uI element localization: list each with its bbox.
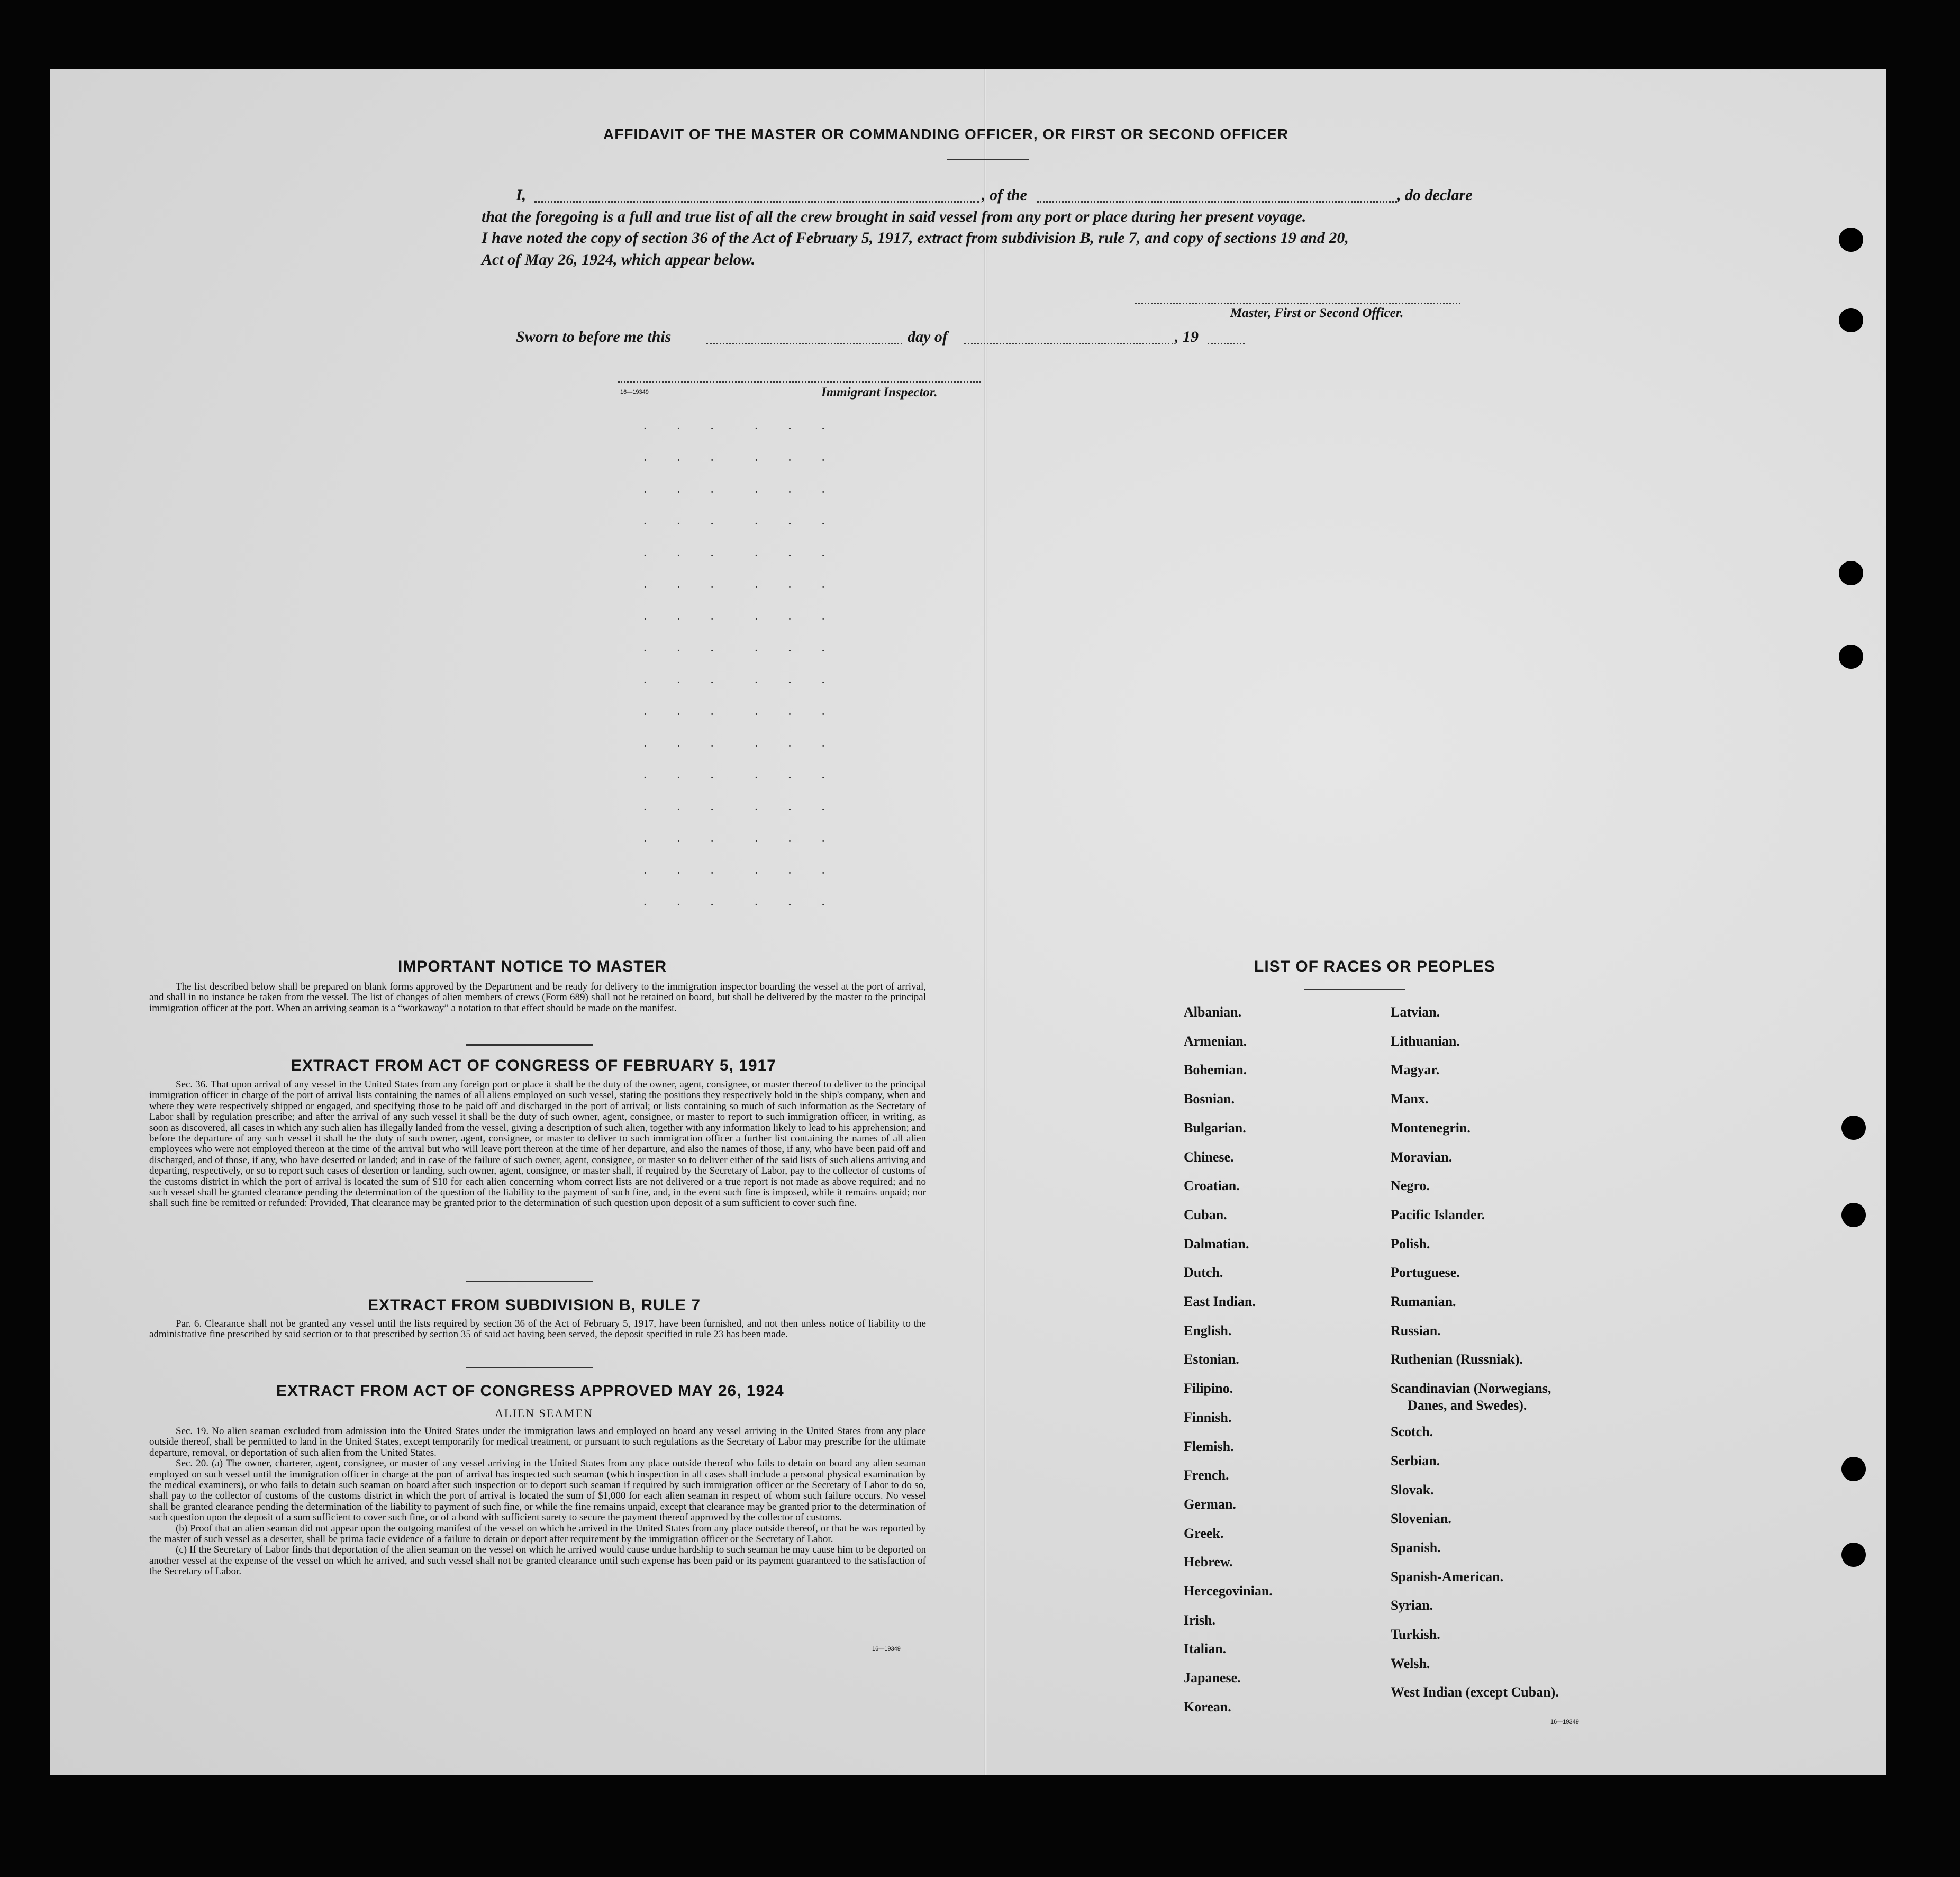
race-item: Polish. [1391,1236,1430,1252]
race-item: East Indian. [1184,1294,1256,1309]
rule7-title: EXTRACT FROM SUBDIVISION B, RULE 7 [368,1296,701,1314]
race-item: Greek. [1184,1525,1224,1541]
race-item: Japanese. [1184,1670,1241,1686]
race-item: Chinese. [1184,1149,1234,1165]
act-1917-text [149,1080,926,1209]
signature-label: Master, First or Second Officer. [1230,306,1404,320]
dot-column-right: · · · · · · · · · · · · · · · · · · · · · · · · · · · · · · · · · · · · · · · · · · · · · · · · [754,421,838,912]
page-fold [984,69,987,1775]
act-1924-text [149,1426,926,1577]
race-item: Russian. [1391,1322,1441,1338]
signature-field[interactable] [1135,303,1460,304]
race-item: Dutch. [1184,1265,1223,1281]
race-item: Rumanian. [1391,1294,1456,1309]
race-item: West Indian (except Cuban). [1391,1684,1559,1700]
race-item: Slovenian. [1391,1511,1451,1527]
race-item: Danes, and Swedes). [1408,1398,1527,1413]
act-1924-form-number: 16—19349 [872,1646,901,1652]
race-item: English. [1184,1322,1232,1338]
affidavit-line2: that the foregoing is a full and true list of all the crew brought in said vessel from any port or place during her present voyage. [482,208,1306,225]
notice-text [149,982,926,1014]
affidavit-i-label: I, [516,186,527,204]
race-item: Turkish. [1391,1627,1440,1642]
affidavit-form-number: 16—19349 [620,389,649,395]
race-item: Latvian. [1391,1004,1440,1020]
race-item: Spanish. [1391,1539,1441,1555]
sec20b-paragraph: (b) Proof that an alien seaman did not appear upon the outgoing manifest of the vessel on which he arrived in the United States from any place outside thereof, or that he was reported by the master of such vessel as a deserter, shall be prima facie evidence of a failure to detain or deport after requirement by the immigration officer or the Secretary of Labor. [149,1522,926,1545]
race-item: Bohemian. [1184,1062,1247,1078]
notice-title: IMPORTANT NOTICE TO MASTER [398,958,667,975]
act-1917-title: EXTRACT FROM ACT OF CONGRESS OF FEBRUARY 5, 1917 [291,1057,776,1074]
race-item: Albanian. [1184,1004,1242,1020]
act-1924-subtitle: ALIEN SEAMEN [495,1407,593,1420]
act-1917-paragraph: Sec. 36. That upon arrival of any vessel in the United States from any foreign port or place it shall be the duty of the owner, agent, consignee, or master thereof to deliver to the principal immigration officer in charge of the port of arrival lists containing the names of all aliens employed on such vessel, stating the positions they respectively hold in the ship's company, when and where they were respectively shipped or engaged, and specifying those to be paid off and discharged in the port of arrival; or lists containing so much of such information as the Secretary of Labor shall by regulation prescribe; and after the arrival of any such vessel it shall be the duty of such owner, agent, consignee, or master to report to such immigration officer, in writing, as soon as discovered, all cases in which any such alien has illegally landed from the vessel, giving a description of such alien, together with any information likely to lead to his apprehension; and before the departure of any such vessel it shall be the duty of such owner, agent, consignee, or master to deliver to such immigration officer a further list containing the names of all alien employees who were not employed thereon at the time of the arrival but who will leave port thereon at the time of her departure, and also the names of those, if any, who have been paid off and discharged, and of those, if any, who have deserted or landed; and in case of the failure of such owner, agent, consignee, or master so to deliver either of the said lists of such aliens arriving and departing, respectively, or so to report such cases of desertion or landing, such owner, agent, consignee, or master shall, if required by the Secretary of Labor, pay to the collector of customs of the customs district in which the port of arrival is located the sum of $10 for each alien concerning whom correct lists are not delivered or a true report is not made as above required; and no such vessel shall be granted clearance pending the determination of the question of the liability to the payment of such fine, and, in the event such fine is imposed, while it remains unpaid; nor shall such fine be remitted or refunded: Provided, That clearance may be granted prior to the determination of such question upon deposit of a sum sufficient to cover such fine. [149,1079,926,1209]
of-the-label: , of the [982,186,1027,204]
sec19-paragraph: Sec. 19. No alien seaman excluded from admission into the United States under the immigration laws and employed on board any vessel arriving in the United States from any place outside thereof, shall be permitted to land in the United States, except temporarily for medical treatment, or pursuant to such regulations as the Secretary of Labor may prescribe for the ultimate departure, removal, or deportation of such alien from the United States. [149,1426,926,1458]
binder-hole [1839,308,1863,332]
notice-paragraph: The list described below shall be prepared on blank forms approved by the Department and be ready for delivery to the immigration inspector boarding the vessel at the port of arrival, and shall in no instance be taken from the vessel. The list of changes of alien members of crews (Form 689) shall not be retained on board, but shall be delivered by the master to the principal immigration officer at the port. When an arriving seaman is a “workaway” a notation to that effect should be made on the manifest. [149,981,926,1014]
race-item: Flemish. [1184,1438,1234,1454]
binder-hole [1839,228,1863,252]
race-item: Montenegrin. [1391,1120,1471,1136]
dot-column-left: · · · · · · · · · · · · · · · · · · · · · · · · · · · · · · · · · · · · · · · · · · · · · · · · [643,421,727,912]
race-item: Italian. [1184,1641,1227,1657]
binder-hole [1839,561,1863,585]
section-rule [466,1281,593,1282]
affidavit-title: AFFIDAVIT OF THE MASTER OR COMMANDING OFFICER, OR FIRST OR SECOND OFFICER [603,126,1289,142]
race-item: Bosnian. [1184,1091,1235,1107]
race-item: Cuban. [1184,1207,1227,1222]
rule7-paragraph: Par. 6. Clearance shall not be granted any vessel until the lists required by section 36 of the Act of February 5, 1917, have been furnished, and not then unless notice of liability to the administrative fine prescribed by said section or to that prescribed by section 35 of said act having been served, the deposit specified in rule 23 has been made. [149,1318,926,1340]
sworn-day-field[interactable] [706,343,902,344]
race-item: Slovak. [1391,1482,1434,1498]
binder-hole [1841,1543,1866,1567]
races-title-rule [1304,989,1405,990]
section-rule [466,1367,593,1368]
year-label: , 19 [1175,328,1199,346]
race-item: Bulgarian. [1184,1120,1246,1136]
race-item: Dalmatian. [1184,1236,1249,1252]
inspector-label: Immigrant Inspector. [821,385,938,400]
race-item: Serbian. [1391,1453,1440,1468]
sec20a-paragraph: Sec. 20. (a) The owner, charterer, agent, consignee, or master of any vessel arriving in the United States from any place outside thereof who fails to detain on board any alien seaman employed on such vessel until the immigration officer in charge at the port of arrival has inspected such seaman (which inspection in all cases shall include a personal physical examination by the medical examiners), or who fails to detain such seaman on board after such inspection or to deport such seaman if required by such immigration officer or the Secretary of Labor to do so, shall pay to the collector of customs of the customs district in which the port of arrival is located the sum of $1,000 for each alien seaman in respect of whom such failure occurs. No vessel shall be granted clearance pending the determination of the liability to payment of such fine, or while the fine remains unpaid, except that clearance may be granted prior to the determination of such question upon the deposit of a sum sufficient to cover such fine, or of a bond with sufficient surety to secure the payment thereof approved by the collector of customs. [149,1458,926,1524]
sworn-month-field[interactable] [964,343,1173,344]
affidavit-line3: I have noted the copy of section 36 of the Act of February 5, 1917, extract from subdivision B, rule 7, and copy of sections 19 and 20, [482,229,1349,247]
race-item: Welsh. [1391,1655,1430,1671]
races-form-number: 16—19349 [1550,1719,1579,1725]
binder-hole [1841,1457,1866,1481]
race-item: Manx. [1391,1091,1429,1107]
binder-hole [1839,645,1863,669]
races-title: LIST OF RACES OR PEOPLES [1254,958,1495,975]
race-item: Scandinavian (Norwegians, [1391,1381,1551,1397]
race-item: Hercegovinian. [1184,1583,1273,1599]
sworn-year-field[interactable] [1208,343,1245,344]
race-item: Syrian. [1391,1598,1433,1613]
day-of-label: day of [908,328,948,346]
race-item: Spanish-American. [1391,1568,1504,1584]
race-item: Portuguese. [1391,1265,1460,1281]
race-item: Scotch. [1391,1424,1433,1440]
title-rule [947,159,1029,160]
rule7-text [149,1319,926,1340]
race-item: Magyar. [1391,1062,1440,1078]
name-field[interactable] [534,201,979,203]
affidavit-line4: Act of May 26, 1924, which appear below. [482,251,756,268]
race-item: Negro. [1391,1178,1430,1194]
race-item: French. [1184,1467,1229,1483]
race-item: German. [1184,1496,1236,1512]
do-declare-label: , do declare [1397,186,1473,204]
race-item: Estonian. [1184,1352,1239,1367]
race-item: Korean. [1184,1699,1231,1715]
race-item: Croatian. [1184,1178,1240,1194]
sworn-label: Sworn to before me this [516,328,672,346]
race-item: Filipino. [1184,1381,1233,1397]
race-item: Ruthenian (Russniak). [1391,1352,1523,1367]
act-1924-title: EXTRACT FROM ACT OF CONGRESS APPROVED MAY 26, 1924 [276,1382,784,1400]
binder-hole [1841,1203,1866,1227]
race-item: Pacific Islander. [1391,1207,1485,1222]
vessel-field[interactable] [1037,201,1397,203]
race-item: Lithuanian. [1391,1033,1460,1049]
race-item: Armenian. [1184,1033,1247,1049]
sec20c-paragraph: (c) If the Secretary of Labor finds that deportation of the alien seaman on the vessel on which he arrived would cause undue hardship to such seaman he may cause him to be deported on another vessel at the expense of the vessel on which he arrived, and such vessel shall not be granted clearance until such expense has been paid or its payment guaranteed to the satisfaction of the Secretary of Labor. [149,1544,926,1577]
race-item: Finnish. [1184,1409,1232,1425]
binder-hole [1841,1116,1866,1140]
inspector-signature-field[interactable] [618,381,981,383]
race-item: Moravian. [1391,1149,1453,1165]
section-rule [466,1044,593,1046]
race-item: Hebrew. [1184,1554,1233,1570]
race-item: Irish. [1184,1612,1215,1628]
